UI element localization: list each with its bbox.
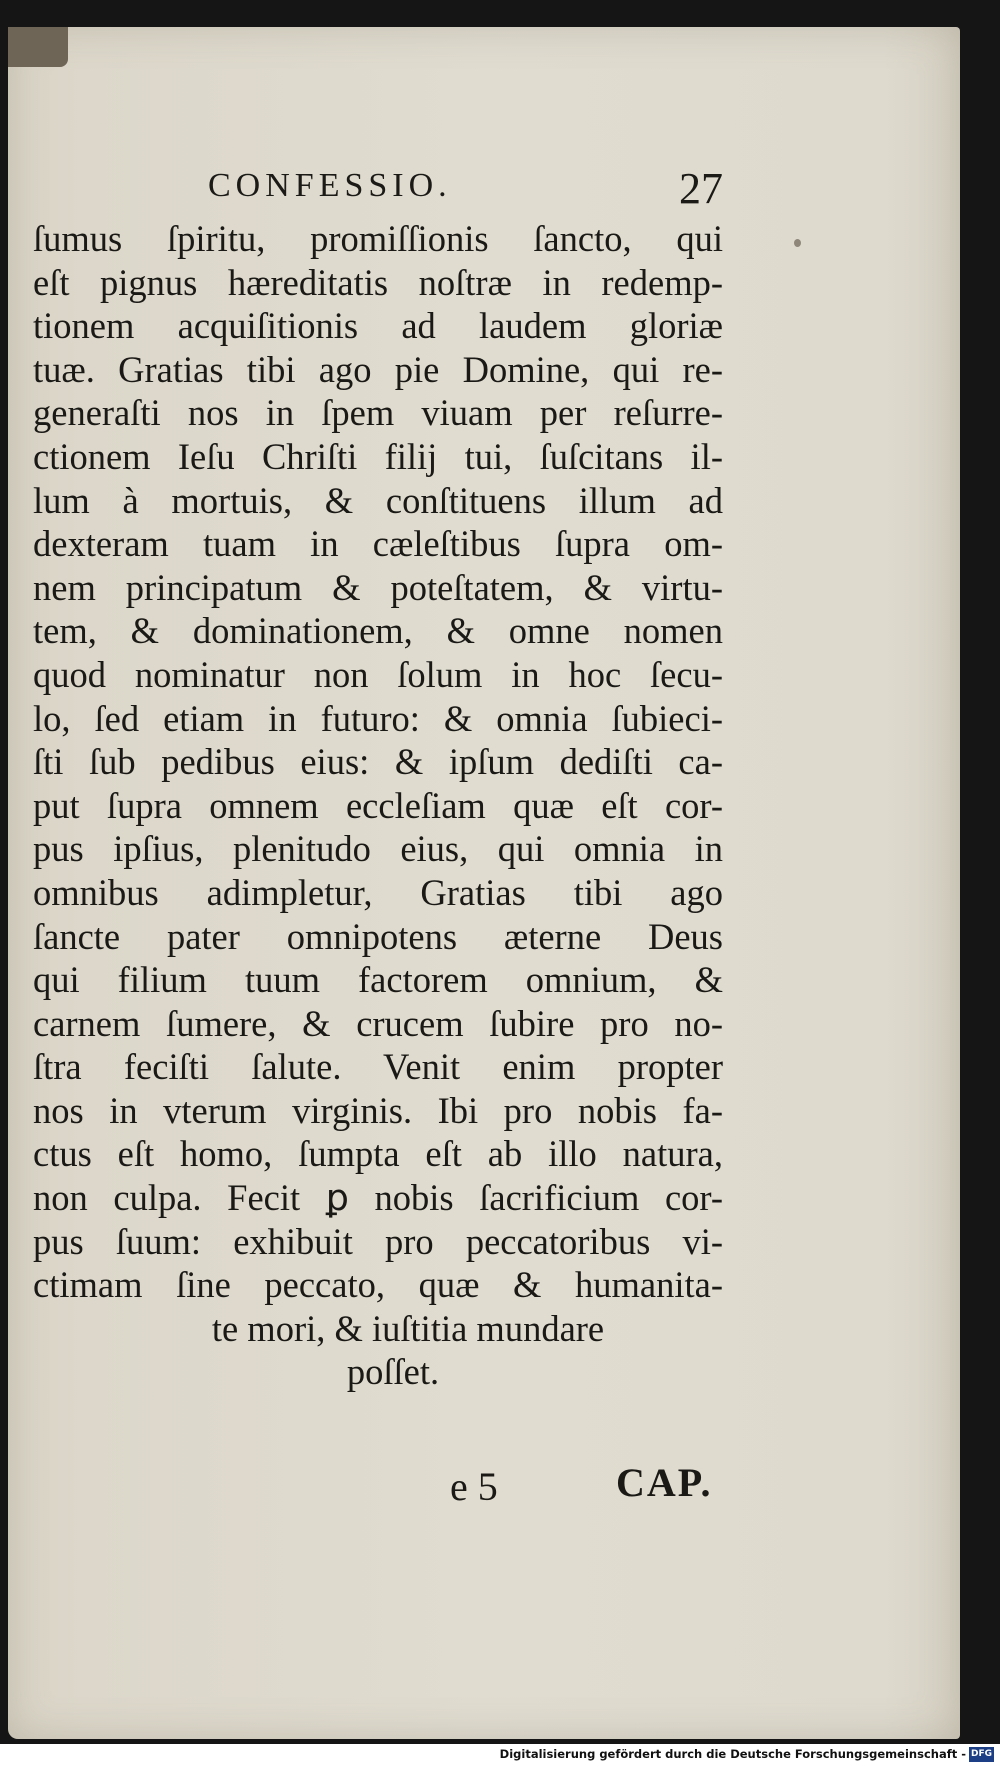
page-corner-stain <box>8 27 68 67</box>
text-line: omnibus adimpletur, Gratias tibi ago <box>33 871 723 913</box>
text-line: ctionem Ieſu Chriſti filij tui, ſuſcitans il- <box>33 435 723 477</box>
text-line: nos in vterum virginis. Ibi pro nobis fa- <box>33 1089 723 1131</box>
text-line: tuæ. Gratias tibi ago pie Domine, qui re- <box>33 348 723 390</box>
body-text <box>33 217 723 1394</box>
paper-speck <box>794 239 801 247</box>
text-line: tionem acquiſitionis ad laudem gloriæ <box>33 305 723 347</box>
text-line: dexteram tuam in cæleſtibus ſupra om- <box>33 523 723 565</box>
text-line: nem principatum & poteſtatem, & virtu- <box>33 566 723 608</box>
text-line: ſancte pater omnipotens æterne Deus <box>33 915 723 957</box>
dfg-logo-icon: DFG <box>969 1747 994 1762</box>
text-line: ſtra feciſti ſalute. Venit enim propter <box>33 1046 723 1088</box>
text-line: tem, & dominationem, & omne nomen <box>33 610 723 652</box>
text-line: pus ſuum: exhibuit pro peccatoribus vi- <box>33 1220 723 1262</box>
text-line: lum à mortuis, & conſtituens illum ad <box>33 479 723 521</box>
text-line: poſſet. <box>346 1351 440 1393</box>
text-line: pus ipſius, plenitudo eius, qui omnia in <box>33 828 723 870</box>
text-line: ſumus ſpiritu, promiſſionis ſancto, qui <box>33 218 723 259</box>
running-head: CONFESSIO. <box>208 167 452 204</box>
text-line: qui filium tuum factorem omnium, & <box>33 959 723 1001</box>
digitization-footer <box>0 1744 1000 1767</box>
text-line: non culpa. Fecit ꝑ nobis ſacrificium cor- <box>33 1177 723 1219</box>
text-line: ctimam ſine peccato, quæ & humanita- <box>33 1264 723 1306</box>
text-line: ctus eſt homo, ſumpta eſt ab illo natura, <box>33 1133 723 1175</box>
footer-credit: Digitalisierung gefördert durch die Deutsche Forschungsgemeinschaft - <box>499 1747 966 1761</box>
signature-mark: e 5 <box>450 1464 498 1509</box>
text-line: quod nominatur non ſolum in hoc ſecu- <box>33 653 723 695</box>
page-number: 27 <box>679 164 723 213</box>
text-line: te mori, & iuſtitia mundare <box>211 1307 605 1349</box>
text-line: put ſupra omnem eccleſiam quæ eſt cor- <box>33 784 723 826</box>
text-line: ſti ſub pedibus eius: & ipſum dediſti ca- <box>33 741 723 783</box>
signature-row <box>438 1459 738 1515</box>
text-line: lo, ſed etiam in futuro: & omnia ſubieci- <box>33 697 723 739</box>
book-page <box>8 27 960 1739</box>
text-line: eſt pignus hæreditatis noſtræ in redemp- <box>33 261 723 303</box>
catchword: CAP. <box>616 1460 713 1505</box>
text-line: generaſti nos in ſpem viuam per reſurre- <box>33 392 723 434</box>
text-line: carnem ſumere, & crucem ſubire pro no- <box>33 1002 723 1044</box>
